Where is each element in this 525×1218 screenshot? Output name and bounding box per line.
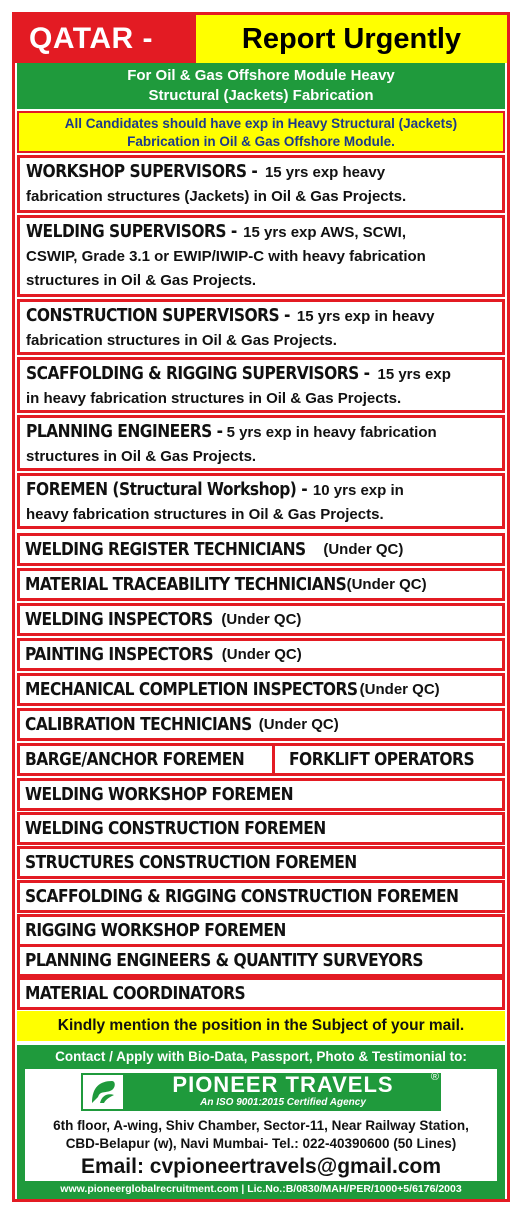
subject-instruction: Kindly mention the position in the Subject of your mail.: [17, 1011, 505, 1041]
country-title: QATAR -: [15, 15, 196, 63]
urgency-title: Report Urgently: [196, 15, 507, 63]
requirement-line-1: All Candidates should have exp in Heavy Structural (Jackets): [64, 116, 458, 131]
header: [15, 15, 507, 63]
position-desc-rest: heavy fabrication structures in Oil & Gas Projects.: [26, 506, 384, 523]
position-welding-register-technicians: [17, 533, 505, 566]
company-name: PIONEER TRAVELS: [172, 1072, 394, 1097]
contact-section: [17, 1045, 505, 1199]
iso-certification: An ISO 9001:2015 Certified Agency: [200, 1097, 366, 1108]
position-note: (Under QC): [346, 576, 427, 593]
contact-email[interactable]: Email: cvpioneertravels@gmail.com: [80, 1155, 442, 1178]
position-desc: 15 yrs exp AWS, SCWI,: [243, 224, 406, 241]
position-title: RIGGING WORKSHOP FOREMEN: [25, 920, 286, 941]
position-title: SCAFFOLDING & RIGGING CONSTRUCTION FOREMEN: [25, 886, 459, 907]
position-title: PLANNING ENGINEERS -: [26, 421, 223, 442]
position-material-traceability-technicians: [17, 568, 505, 601]
split-row: [17, 743, 505, 776]
position-title: FOREMEN (Structural Workshop) -: [26, 479, 308, 500]
position-title: CALIBRATION TECHNICIANS: [25, 714, 252, 735]
position-note: (Under QC): [258, 716, 339, 733]
position-welding-construction-foremen: [17, 812, 505, 845]
position-title: WELDING CONSTRUCTION FOREMEN: [25, 818, 326, 839]
position-material-coordinators: [17, 977, 505, 1010]
website-license-footer[interactable]: www.pioneerglobalrecruitment.com | Lic.No.:B/0830/MAH/PER/1000+5/6176/2003: [60, 1183, 462, 1195]
position-title: MECHANICAL COMPLETION INSPECTORS: [25, 679, 358, 700]
position-workshop-supervisors: [17, 155, 505, 213]
position-construction-supervisors: [17, 299, 505, 355]
requirement-banner: [17, 111, 505, 153]
position-note: (Under QC): [221, 611, 302, 628]
position-desc: 5 yrs exp in heavy fabrication: [226, 424, 437, 441]
position-desc: 15 yrs exp in heavy: [296, 308, 435, 325]
position-title: WELDING INSPECTORS: [25, 609, 213, 630]
company-logo: [81, 1073, 441, 1111]
position-title: MATERIAL COORDINATORS: [25, 983, 246, 1004]
position-note: (Under QC): [221, 646, 302, 663]
position-scaffolding-rigging-construction-foremen: [17, 880, 505, 913]
advertisement-frame: [12, 12, 510, 1202]
position-welding-supervisors: [17, 215, 505, 297]
position-forklift-operators: [275, 743, 505, 776]
position-calibration-technicians: [17, 708, 505, 741]
position-desc: 15 yrs exp: [377, 366, 451, 383]
position-desc-rest: CSWIP, Grade 3.1 or EWIP/IWIP-C with heavy fabrication structures in Oil & Gas Projects.: [26, 248, 426, 289]
project-banner: [17, 63, 505, 109]
position-title: WELDING REGISTER TECHNICIANS: [25, 539, 306, 560]
position-welding-workshop-foremen: [17, 778, 505, 811]
position-structures-construction-foremen: [17, 846, 505, 879]
position-title: SCAFFOLDING & RIGGING SUPERVISORS -: [26, 363, 370, 384]
address-line-1: 6th floor, A-wing, Shiv Chamber, Sector-11, Near Railway Station,: [53, 1118, 469, 1133]
position-rigging-workshop-foremen: [17, 914, 505, 947]
address-line-2: CBD-Belapur (w), Navi Mumbai- Tel.: 022-40390600 (50 Lines): [65, 1136, 457, 1151]
position-title: WELDING SUPERVISORS -: [26, 221, 237, 242]
position-planning-engineers-quantity-surveyors: [17, 944, 505, 977]
position-title: PLANNING ENGINEERS & QUANTITY SURVEYORS: [25, 950, 423, 971]
position-title: WELDING WORKSHOP FOREMEN: [25, 784, 294, 805]
position-title: WORKSHOP SUPERVISORS -: [26, 161, 258, 182]
position-planning-engineers: [17, 415, 505, 471]
position-note: (Under QC): [323, 541, 404, 558]
pioneer-logo-icon: [81, 1073, 125, 1111]
position-title: FORKLIFT OPERATORS: [289, 749, 475, 770]
position-barge-anchor-foremen: [17, 743, 275, 776]
position-painting-inspectors: [17, 638, 505, 671]
position-desc-rest: fabrication structures in Oil & Gas Projects.: [26, 332, 337, 349]
registered-mark: ®: [430, 1071, 439, 1083]
position-title: PAINTING INSPECTORS: [25, 644, 214, 665]
contact-heading: Contact / Apply with Bio-Data, Passport, Photo & Testimonial to:: [55, 1049, 467, 1064]
logo-text: [125, 1073, 441, 1111]
banner-line-2: Structural (Jackets) Fabrication: [148, 87, 374, 104]
position-desc-rest: in heavy fabrication structures in Oil & Gas Projects.: [26, 390, 402, 407]
position-title: STRUCTURES CONSTRUCTION FOREMEN: [25, 852, 357, 873]
contact-card: [25, 1069, 497, 1181]
position-mechanical-completion-inspectors: [17, 673, 505, 706]
position-title: CONSTRUCTION SUPERVISORS -: [26, 305, 290, 326]
position-title: BARGE/ANCHOR FOREMEN: [25, 749, 245, 770]
position-desc: 15 yrs exp heavy: [264, 164, 386, 181]
position-desc-rest: fabrication structures (Jackets) in Oil & Gas Projects.: [26, 188, 407, 205]
position-scaffolding-rigging-supervisors: [17, 357, 505, 413]
position-desc-rest: structures in Oil & Gas Projects.: [26, 448, 257, 465]
position-note: (Under QC): [359, 681, 440, 698]
position-foremen-structural: [17, 473, 505, 529]
position-desc: 10 yrs exp in: [312, 482, 404, 499]
position-welding-inspectors: [17, 603, 505, 636]
banner-line-1: For Oil & Gas Offshore Module Heavy: [127, 67, 395, 84]
requirement-line-2: Fabrication in Oil & Gas Offshore Module.: [127, 134, 395, 149]
position-title: MATERIAL TRACEABILITY TECHNICIANS: [25, 574, 347, 595]
